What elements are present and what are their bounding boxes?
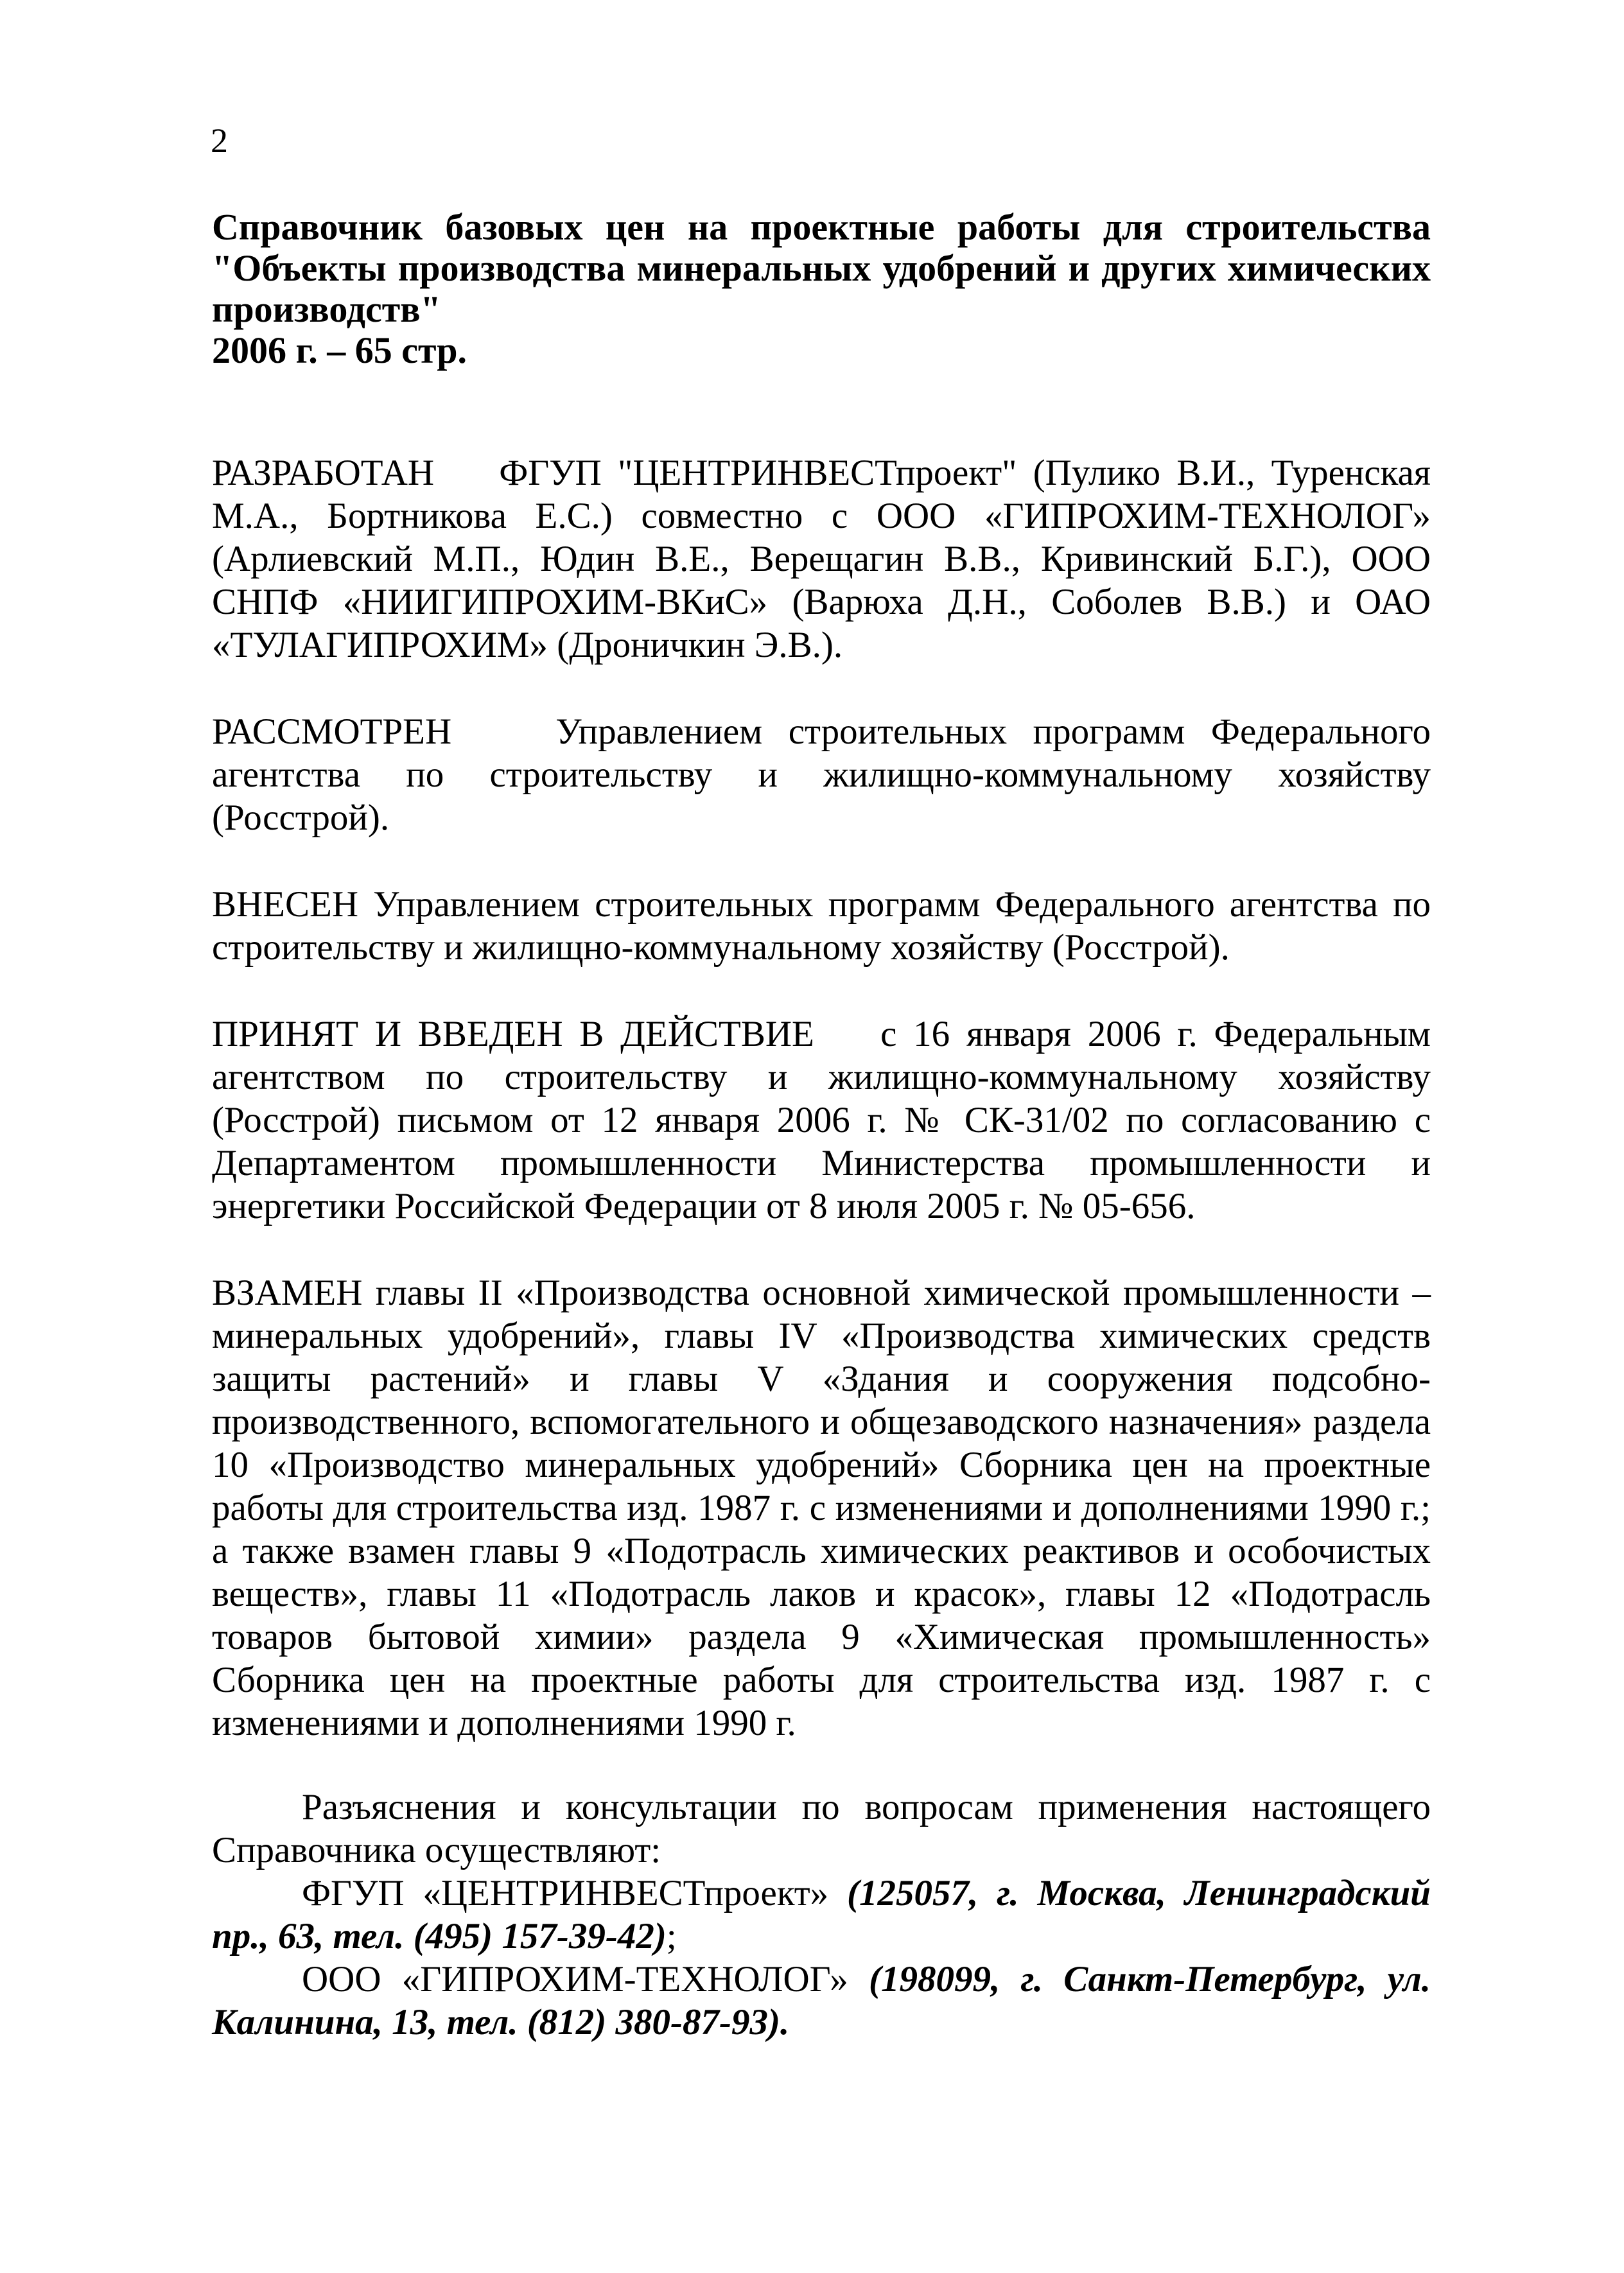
org1-end: ; (666, 1916, 677, 1956)
reviewed-paragraph (212, 710, 1431, 839)
page-content (212, 207, 1431, 2044)
org2-end: . (780, 2002, 790, 2042)
developed-text: ФГУП "ЦЕНТРИНВЕСТпроект" (Пулико В.И., Туренская М.А., Бортникова Е.С.) совместно с ООО «ГИПРОХИМ-ТЕХНОЛОГ» (Арлиевский М.П., Юдин В.Е., Верещагин В.В., Кривинский Б.Г.), ООО СНПФ «НИИГИПРОХИМ-ВКиС» (Варюха Д.Н., Соболев В.В.) и ОАО «ТУЛАГИПРОХИМ» (Дроничкин Э.В.). (212, 453, 1431, 665)
org2-address: (198099, г. Санкт-Петербург, ул. Калинина, 13, тел. (812) 380-87-93) (212, 1959, 1431, 2042)
adopted-paragraph (212, 1013, 1431, 1228)
adopted-label: ПРИНЯТ И ВВЕДЕН В ДЕЙСТВИЕ (212, 1014, 814, 1054)
page-number: 2 (211, 121, 228, 160)
introduced-label: ВНЕСЕН (212, 884, 358, 925)
org1-name: ФГУП «ЦЕНТРИНВЕСТпроект» (302, 1873, 829, 1913)
introduced-text: Управлением строительных программ Федерального агентства по строительству и жилищно-коммунальному хозяйству (Росстрой). (212, 884, 1431, 968)
org2-name: ООО «ГИПРОХИМ-ТЕХНОЛОГ» (302, 1959, 848, 1999)
title-text: Справочник базовых цен на проектные работы для строительства "Объекты производства минеральных удобрений и других химических производств" (212, 206, 1431, 330)
reviewed-label: РАССМОТРЕН (212, 711, 452, 752)
replaces-label: ВЗАМЕН (212, 1273, 363, 1313)
consultations-org2 (212, 1958, 1431, 2044)
document-title (212, 207, 1431, 371)
replaces-paragraph (212, 1271, 1431, 1745)
developed-paragraph (212, 451, 1431, 666)
reviewed-text: Управлением строительных программ Федерального агентства по строительству и жилищно-коммунальному хозяйству (Росстрой). (212, 711, 1431, 838)
org1-address: (125057, г. Москва, Ленинградский пр., 63, тел. (495) 157-39-42) (212, 1873, 1431, 1956)
developed-label: РАЗРАБОТАН (212, 453, 435, 493)
title-year-pages: 2006 г. – 65 стр. (212, 329, 467, 371)
consultations-intro: Разъяснения и консультации по вопросам применения настоящего Справочника осуществляют: (212, 1787, 1431, 1870)
adopted-text: с 16 января 2006 г. Федеральным агентством по строительству и жилищно-коммунальному хозяйству (Росстрой) письмом от 12 января 2006 г. № СК-31/02 по согласованию с Департаментом промышленности Министерства промышленности и энергетики Российской Федерации от 8 июля 2005 г. № 05-656. (212, 1014, 1431, 1226)
replaces-text: главы II «Производства основной химической промышленности – минеральных удобрений», главы IV «Производства химических средств защиты растений» и главы V «Здания и сооружения подсобно-производственного, вспомогательного и общезаводского назначения» раздела 10 «Производство минеральных удобрений» Сборника цен на проектные работы для строительства изд. 1987 г. с изменениями и дополнениями 1990 г.; а также взамен главы 9 «Подотрасль химических реактивов и особочистых веществ», главы 11 «Подотрасль лаков и красок», главы 12 «Подотрасль товаров бытовой химии» раздела 9 «Химическая промышленность» Сборника цен на проектные работы для строительства изд. 1987 г. с изменениями и дополнениями 1990 г. (212, 1273, 1431, 1743)
introduced-paragraph (212, 883, 1431, 969)
consultations-org1 (212, 1872, 1431, 1958)
